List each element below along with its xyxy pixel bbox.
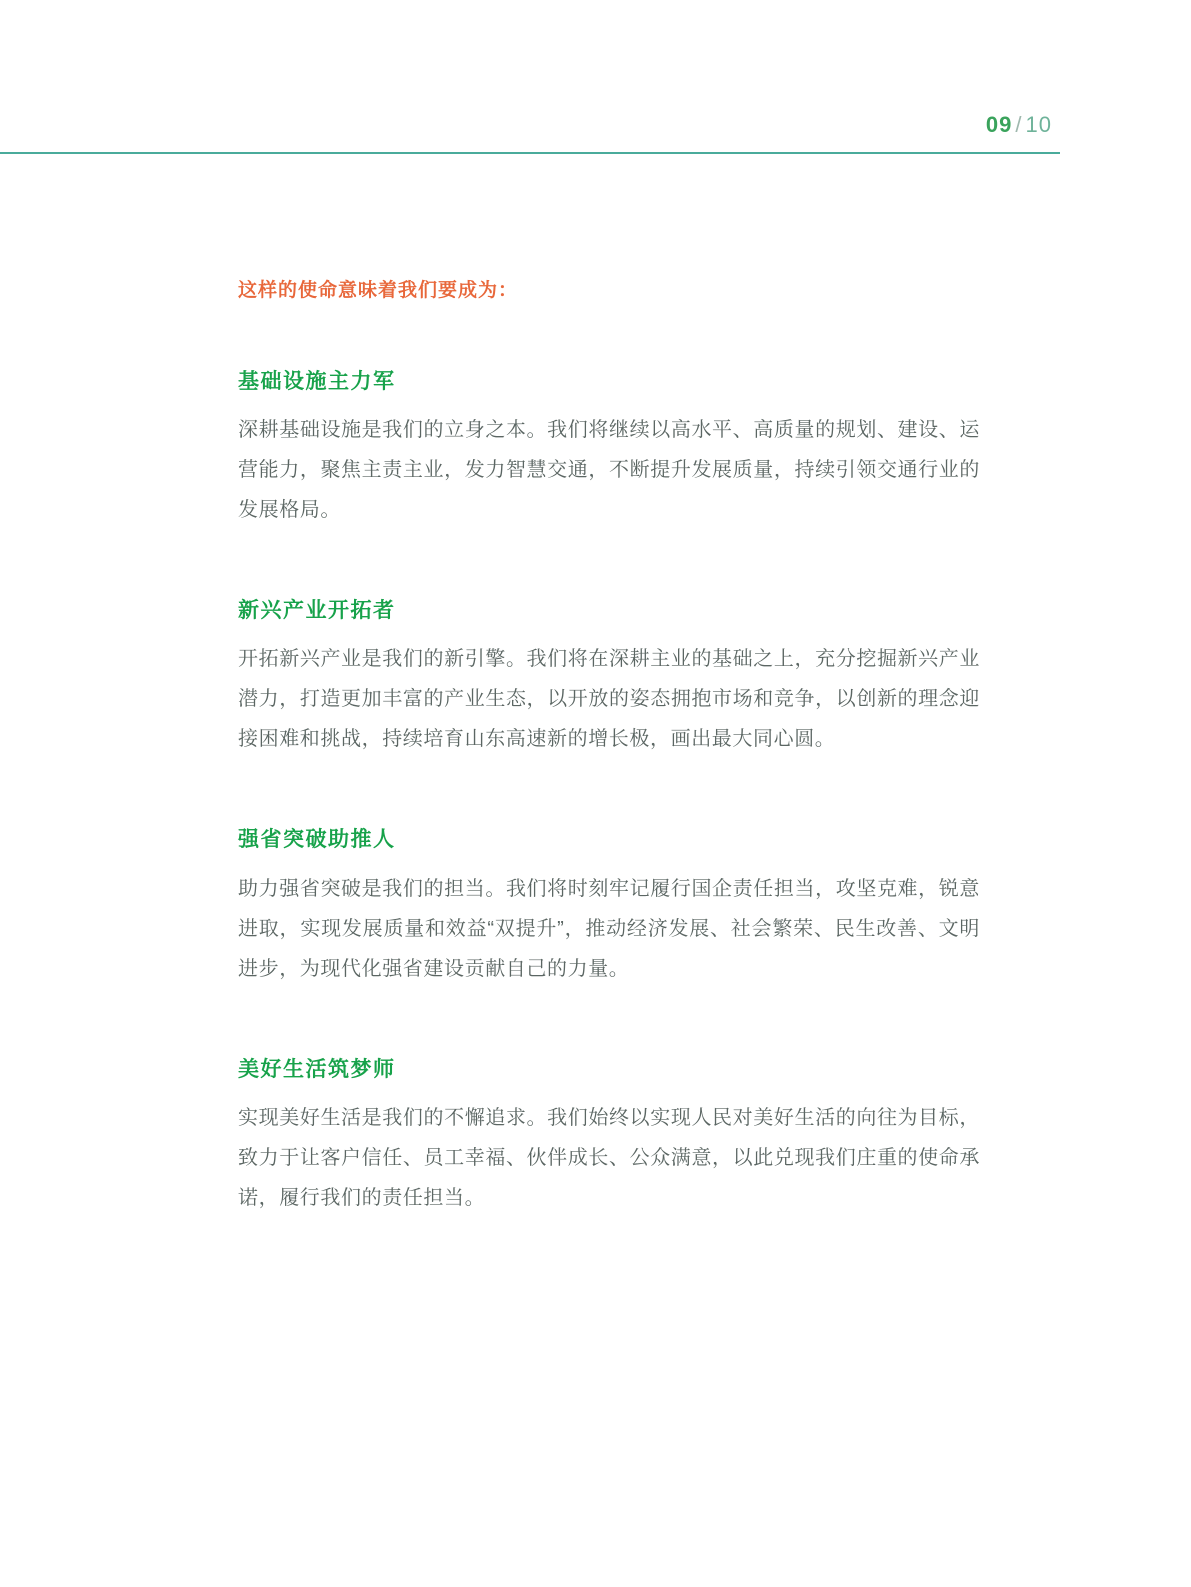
section-title: 美好生活筑梦师 — [238, 1057, 396, 1081]
section-infrastructure — [238, 367, 980, 530]
section-emerging-industry — [238, 596, 980, 759]
section-better-life — [238, 1055, 980, 1218]
section-body: 深耕基础设施是我们的立身之本。我们将继续以高水平、高质量的规划、建设、运营能力，聚焦主责主业，发力智慧交通，不断提升发展质量，持续引领交通行业的发展格局。 — [238, 418, 980, 521]
section-body: 开拓新兴产业是我们的新引擎。我们将在深耕主业的基础之上，充分挖掘新兴产业潜力，打造更加丰富的产业生态，以开放的姿态拥抱市场和竞争，以创新的理念迎接困难和挑战，持续培育山东高速新的增长极，画出最大同心圆。 — [238, 648, 980, 751]
section-province-breakthrough — [238, 825, 980, 988]
folio-separator: / — [1015, 112, 1023, 137]
page-header — [0, 112, 1191, 156]
page-content — [238, 278, 980, 1218]
page-number-folio — [986, 112, 1052, 138]
section-title: 基础设施主力军 — [238, 369, 396, 393]
total-page-number: 10 — [1025, 112, 1052, 137]
section-body: 助力强省突破是我们的担当。我们将时刻牢记履行国企责任担当，攻坚克难，锐意进取，实现发展质量和效益“双提升”，推动经济发展、社会繁荣、民生改善、文明进步，为现代化强省建设贡献自己的力量。 — [238, 877, 980, 980]
section-title: 新兴产业开拓者 — [238, 598, 396, 622]
intro-line: 这样的使命意味着我们要成为： — [238, 280, 519, 301]
current-page-number: 09 — [985, 112, 1013, 137]
section-title: 强省突破助推人 — [238, 828, 396, 852]
section-body: 实现美好生活是我们的不懈追求。我们始终以实现人民对美好生活的向往为目标，致力于让客户信任、员工幸福、伙伴成长、公众满意，以此兑现我们庄重的使命承诺，履行我们的责任担当。 — [238, 1107, 980, 1210]
header-divider-rule — [0, 152, 1060, 154]
